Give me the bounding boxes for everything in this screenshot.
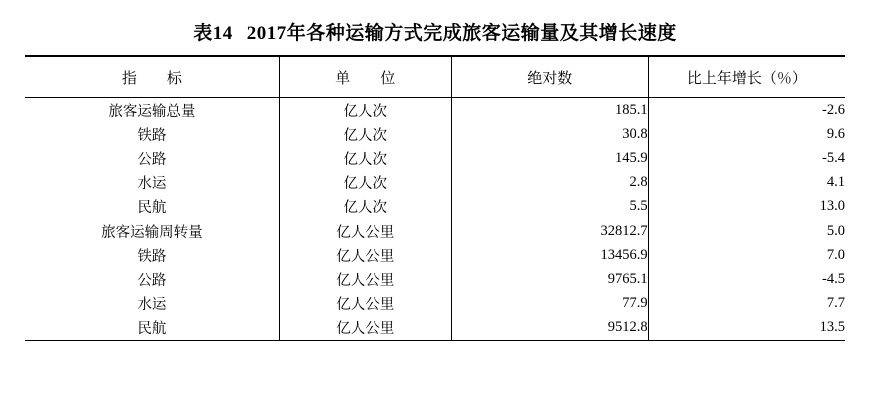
cell-indicator (25, 122, 279, 146)
table-row (25, 243, 845, 267)
row-label: 水运 (137, 297, 167, 314)
header-row (25, 57, 845, 98)
cell-absolute: 5.5 (451, 195, 648, 219)
cell-unit: 亿人次 (279, 98, 451, 123)
row-label: 民航 (137, 321, 167, 338)
table-bottom-rule (25, 340, 845, 341)
cell-indicator (25, 243, 279, 267)
table-row (25, 316, 845, 341)
cell-indicator (25, 195, 279, 219)
cell-unit: 亿人次 (279, 195, 451, 219)
cell-indicator (25, 146, 279, 170)
cell-indicator (25, 292, 279, 316)
cell-absolute: 30.8 (451, 122, 648, 146)
header-unit: 单 位 (279, 57, 451, 98)
cell-growth: -2.6 (822, 101, 845, 118)
cell-unit: 亿人次 (279, 146, 451, 170)
cell-unit: 亿人次 (279, 171, 451, 195)
cell-growth: 7.7 (826, 295, 845, 312)
table-title-text: 2017年各种运输方式完成旅客运输量及其增长速度 (246, 23, 677, 44)
cell-growth: 13.5 (819, 319, 845, 336)
row-label: 公路 (137, 272, 167, 289)
cell-absolute: 77.9 (451, 292, 648, 316)
cell-unit: 亿人公里 (279, 316, 451, 341)
cell-absolute: 9512.8 (451, 316, 648, 341)
cell-unit: 亿人公里 (279, 243, 451, 267)
cell-indicator (25, 219, 279, 243)
cell-absolute: 9765.1 (451, 267, 648, 291)
cell-absolute: 145.9 (451, 146, 648, 170)
table-row (25, 267, 845, 291)
cell-indicator (25, 98, 279, 123)
cell-growth: 7.0 (826, 246, 845, 263)
cell-growth: 4.1 (826, 174, 845, 191)
row-label: 铁路 (137, 248, 167, 265)
table-row (25, 146, 845, 170)
cell-absolute: 185.1 (451, 98, 648, 123)
header-absolute: 绝对数 (451, 57, 648, 98)
header-growth: 比上年增长（％） (648, 57, 845, 98)
table-container (25, 55, 845, 341)
cell-growth: 9.6 (826, 125, 845, 142)
cell-unit: 亿人公里 (279, 292, 451, 316)
table-row (25, 98, 845, 123)
row-label: 旅客运输周转量 (101, 224, 203, 241)
row-label: 公路 (137, 151, 167, 168)
cell-growth: 5.0 (826, 222, 845, 239)
cell-indicator (25, 267, 279, 291)
cell-growth: 13.0 (819, 198, 845, 215)
cell-growth: -5.4 (822, 149, 845, 166)
row-label: 旅客运输总量 (108, 103, 196, 120)
table-row (25, 219, 845, 243)
table-body (25, 98, 845, 341)
cell-indicator (25, 171, 279, 195)
cell-absolute: 2.8 (451, 171, 648, 195)
cell-absolute: 32812.7 (451, 219, 648, 243)
table-header (25, 56, 845, 98)
table-title (0, 0, 870, 55)
table-row (25, 195, 845, 219)
row-label: 民航 (137, 200, 167, 217)
header-indicator: 指 标 (25, 57, 279, 98)
table-row (25, 292, 845, 316)
row-label: 铁路 (137, 127, 167, 144)
cell-unit: 亿人次 (279, 122, 451, 146)
cell-growth: -4.5 (822, 270, 845, 287)
cell-indicator (25, 316, 279, 341)
table-title-number: 表14 (193, 23, 233, 44)
cell-unit: 亿人公里 (279, 219, 451, 243)
cell-absolute: 13456.9 (451, 243, 648, 267)
table-row (25, 122, 845, 146)
cell-unit: 亿人公里 (279, 267, 451, 291)
passenger-transport-table (25, 55, 845, 341)
row-label: 水运 (137, 176, 167, 193)
table-row (25, 171, 845, 195)
